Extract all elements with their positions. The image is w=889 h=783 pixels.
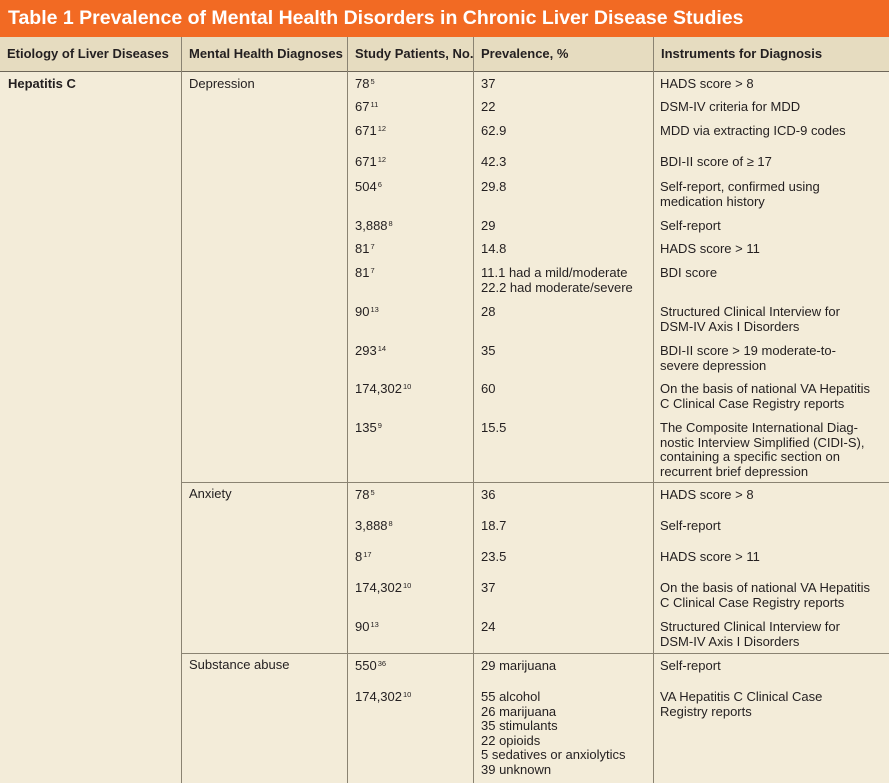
prevalence-cell: 29 marijuana [481,658,557,673]
instrument-cell: BDI-II score of ≥ 17 [660,154,772,169]
header-patients: Study Patients, No. [355,46,474,61]
instrument-cell: HADS score > 8 [660,487,754,502]
patients-value: 81 [355,265,370,280]
patients-cell [355,77,375,92]
patients-cell [355,581,411,596]
reference-superscript: 8 [388,519,393,528]
prevalence-cell: 29 [481,218,496,233]
etiology-cell: Hepatitis C [8,76,76,91]
prevalence-cell: 42.3 [481,154,507,169]
patients-cell [355,620,379,635]
patients-cell [355,180,382,195]
instrument-cell: DSM-IV criteria for MDD [660,99,801,114]
patients-value: 671 [355,123,377,138]
instrument-cell: Self-report [660,658,721,673]
instrument-cell: HADS score > 8 [660,76,754,91]
diagnosis-cell: Anxiety [189,486,232,501]
reference-superscript: 12 [377,124,387,133]
instrument-cell: Structured Clinical Interview for DSM-IV Axis I Disorders [660,619,840,649]
patients-value: 78 [355,487,370,502]
patients-value: 174,302 [355,381,402,396]
reference-superscript: 5 [370,488,375,497]
reference-superscript: 14 [377,344,387,353]
instrument-cell: HADS score > 11 [660,549,760,564]
patients-value: 504 [355,179,377,194]
instrument-cell: Self-report [660,218,721,233]
group-rule [181,653,889,654]
column-rule [473,37,474,783]
patients-cell [355,421,382,436]
reference-superscript: 13 [370,305,379,314]
instrument-cell: Structured Clinical Interview for DSM-IV Axis I Disorders [660,304,840,334]
prevalence-cell: 23.5 [481,549,507,564]
table-title: Table 1 Prevalence of Mental Health Disorders in Chronic Liver Disease Studies [0,0,889,37]
patients-value: 550 [355,658,377,673]
prevalence-cell: 28 [481,304,496,319]
prevalence-cell: 14.8 [481,241,507,256]
reference-superscript: 7 [370,266,375,275]
reference-superscript: 9 [377,421,382,430]
column-rule [653,37,654,783]
header-row [0,37,889,72]
prevalence-cell: 36 [481,487,496,502]
patients-value: 671 [355,154,377,169]
diagnosis-cell: Substance abuse [189,657,290,672]
reference-superscript: 7 [370,242,375,251]
group-rule [181,482,889,483]
reference-superscript: 10 [403,382,412,391]
patients-value: 81 [355,241,370,256]
prevalence-cell: 35 [481,343,496,358]
patients-value: 67 [355,99,370,114]
patients-value: 3,888 [355,518,388,533]
instrument-cell: BDI score [660,265,718,280]
patients-cell [355,305,379,320]
reference-superscript: 8 [388,219,393,228]
prevalence-cell: 22 [481,99,496,114]
patients-value: 174,302 [355,689,402,704]
patients-cell [355,242,375,257]
reference-superscript: 5 [370,77,375,86]
instrument-cell: Self-report, confirmed using medication history [660,179,820,209]
diagnosis-cell: Depression [189,76,255,91]
instrument-cell: HADS score > 11 [660,241,760,256]
instrument-cell: Self-report [660,518,721,533]
patients-value: 90 [355,619,370,634]
patients-cell [355,550,372,565]
patients-cell [355,124,386,139]
prevalence-cell: 37 [481,580,496,595]
header-etiology: Etiology of Liver Diseases [7,46,169,61]
patients-cell [355,155,386,170]
patients-cell [355,659,386,674]
patients-cell [355,690,411,705]
patients-cell [355,382,411,397]
patients-value: 90 [355,304,370,319]
patients-value: 8 [355,549,363,564]
reference-superscript: 6 [377,180,382,189]
patients-cell [355,344,386,359]
prevalence-cell: 60 [481,381,496,396]
column-rule [347,37,348,783]
instrument-cell: On the basis of national VA Hepatitis C Clinical Case Registry reports [660,580,871,610]
reference-superscript: 10 [403,690,412,699]
instrument-cell: The Composite International Diag- nostic Interview Simplified (CIDI-S), containing a specific section on recurrent brief depression [660,420,865,479]
prevalence-cell: 15.5 [481,420,507,435]
reference-superscript: 10 [403,581,412,590]
header-diagnoses: Mental Health Diagnoses [189,46,343,61]
header-instruments: Instruments for Diagnosis [661,46,823,61]
prevalence-cell: 37 [481,76,496,91]
prevalence-cell: 29.8 [481,179,507,194]
prevalence-cell: 55 alcohol 26 marijuana 35 stimulants 22 opioids 5 sedatives or anxiolytics 39 unknown [481,689,626,777]
prevalence-cell: 24 [481,619,496,634]
patients-cell [355,488,375,503]
patients-value: 174,302 [355,580,402,595]
instrument-cell: On the basis of national VA Hepatitis C Clinical Case Registry reports [660,381,871,411]
prevalence-cell: 18.7 [481,518,507,533]
column-rule [181,37,182,783]
instrument-cell: MDD via extracting ICD-9 codes [660,123,846,138]
reference-superscript: 17 [363,550,372,559]
patients-cell [355,519,393,534]
reference-superscript: 13 [370,620,379,629]
patients-cell [355,266,375,281]
instrument-cell: BDI-II score > 19 moderate-to- severe depression [660,343,836,373]
prevalence-cell: 11.1 had a mild/moderate 22.2 had moderate/severe [481,265,633,295]
reference-superscript: 36 [377,659,387,668]
patients-value: 135 [355,420,377,435]
header-prevalence: Prevalence, % [481,46,569,61]
reference-superscript: 12 [377,155,387,164]
reference-superscript: 11 [370,100,379,109]
patients-cell [355,219,393,234]
instrument-cell: VA Hepatitis C Clinical Case Registry reports [660,689,823,719]
patients-cell [355,100,378,115]
patients-value: 78 [355,76,370,91]
patients-value: 3,888 [355,218,388,233]
prevalence-cell: 62.9 [481,123,507,138]
patients-value: 293 [355,343,377,358]
